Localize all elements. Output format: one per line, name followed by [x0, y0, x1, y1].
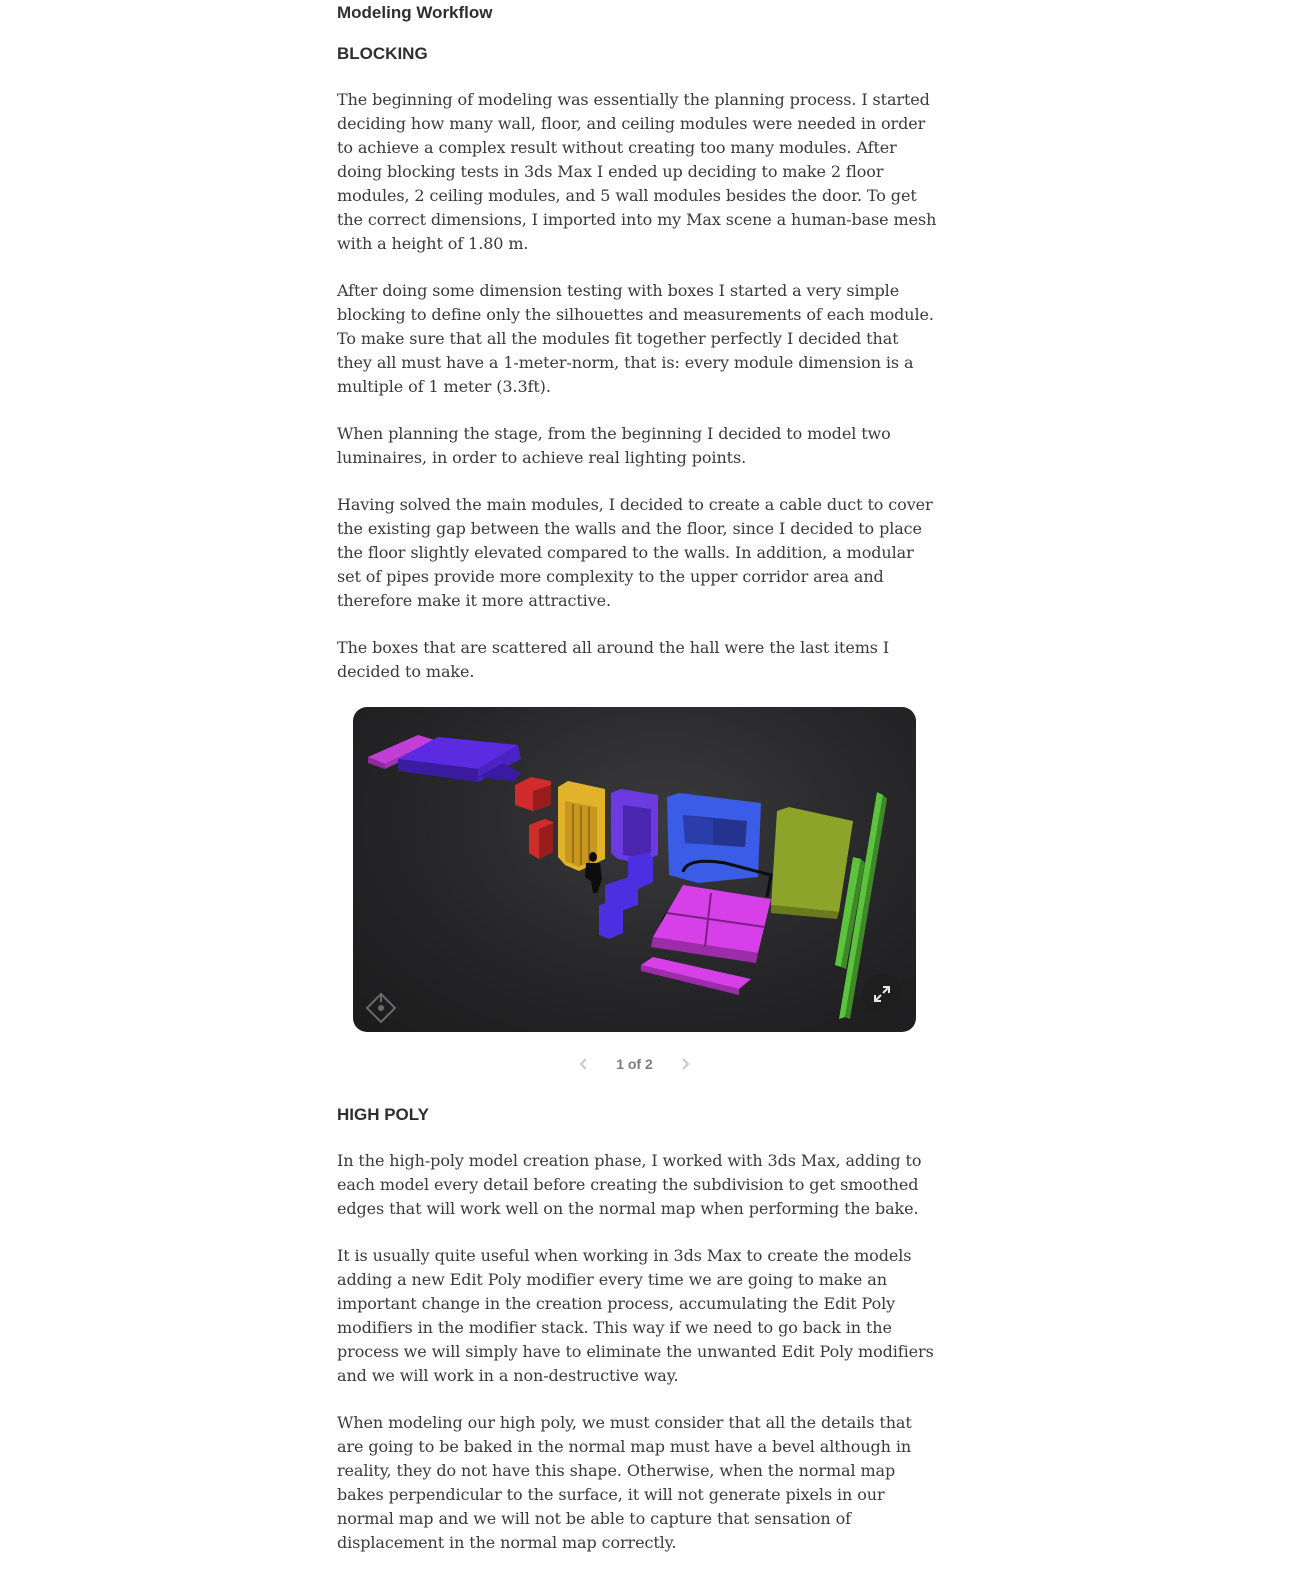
- paragraph: When modeling our high poly, we must consider that all the details that are going to be baked in the normal map must have a bevel although in reality, they do not have this shape. Otherwise, when the normal map bakes perpendicular to the surface, it will not generate pixels in our normal map and we will not be able to capture that sensation of displacement in the normal map correctly.: [337, 1413, 912, 1552]
- blocking-render-image: [353, 707, 916, 1032]
- image-gallery[interactable]: [353, 707, 916, 1032]
- prev-button[interactable]: [577, 1057, 591, 1071]
- chevron-right-icon: [680, 1058, 690, 1070]
- paragraph: After doing some dimension testing with boxes I started a very simple blocking to define only the silhouettes and measurements of each module. To make sure that all the modules fit together perfectly I decided that they all must have a 1-meter-norm, that is: every module dimension is a multiple of 1 meter (3.3ft).: [337, 281, 934, 396]
- next-button[interactable]: [678, 1057, 692, 1071]
- paragraph: When planning the stage, from the beginning I decided to model two luminaires, in order to achieve real lighting points.: [337, 424, 891, 467]
- watermark-logo-icon: [365, 992, 397, 1024]
- expand-button[interactable]: [862, 974, 902, 1014]
- paragraph: Having solved the main modules, I decided to create a cable duct to cover the existing gap between the walls and the floor, since I decided to place the floor slightly elevated compared to the walls. In addition, a modular set of pipes provide more complexity to the upper corridor area and therefore make it more attractive.: [337, 495, 933, 610]
- gallery-pager: [577, 1052, 692, 1076]
- paragraph: In the high-poly model creation phase, I worked with 3ds Max, adding to each model every detail before creating the subdivision to get smoothed edges that will work well on the normal map when performing the bake.: [337, 1151, 922, 1218]
- expand-icon: [873, 985, 891, 1003]
- chevron-left-icon: [579, 1058, 589, 1070]
- page-counter: 1 of 2: [616, 1056, 653, 1072]
- section-heading-blocking: BLOCKING: [337, 44, 428, 63]
- article-title: Modeling Workflow: [337, 3, 493, 22]
- section-heading-high-poly: HIGH POLY: [337, 1105, 429, 1124]
- paragraph: It is usually quite useful when working in 3ds Max to create the models adding a new Edit Poly modifier every time we are going to make an important change in the creation process, accumulating the Edit Poly modifiers in the modifier stack. This way if we need to go back in the process we will simply have to eliminate the unwanted Edit Poly modifiers and we will work in a non-destructive way.: [337, 1246, 934, 1385]
- paragraph: The boxes that are scattered all around the hall were the last items I decided to make.: [337, 638, 890, 681]
- paragraph: The beginning of modeling was essentially the planning process. I started deciding how many wall, floor, and ceiling modules were needed in order to achieve a complex result without creating too many modules. After doing blocking tests in 3ds Max I ended up deciding to make 2 floor modules, 2 ceiling modules, and 5 wall modules besides the door. To get the correct dimensions, I imported into my Max scene a human-base mesh with a height of 1.80 m.: [337, 90, 937, 253]
